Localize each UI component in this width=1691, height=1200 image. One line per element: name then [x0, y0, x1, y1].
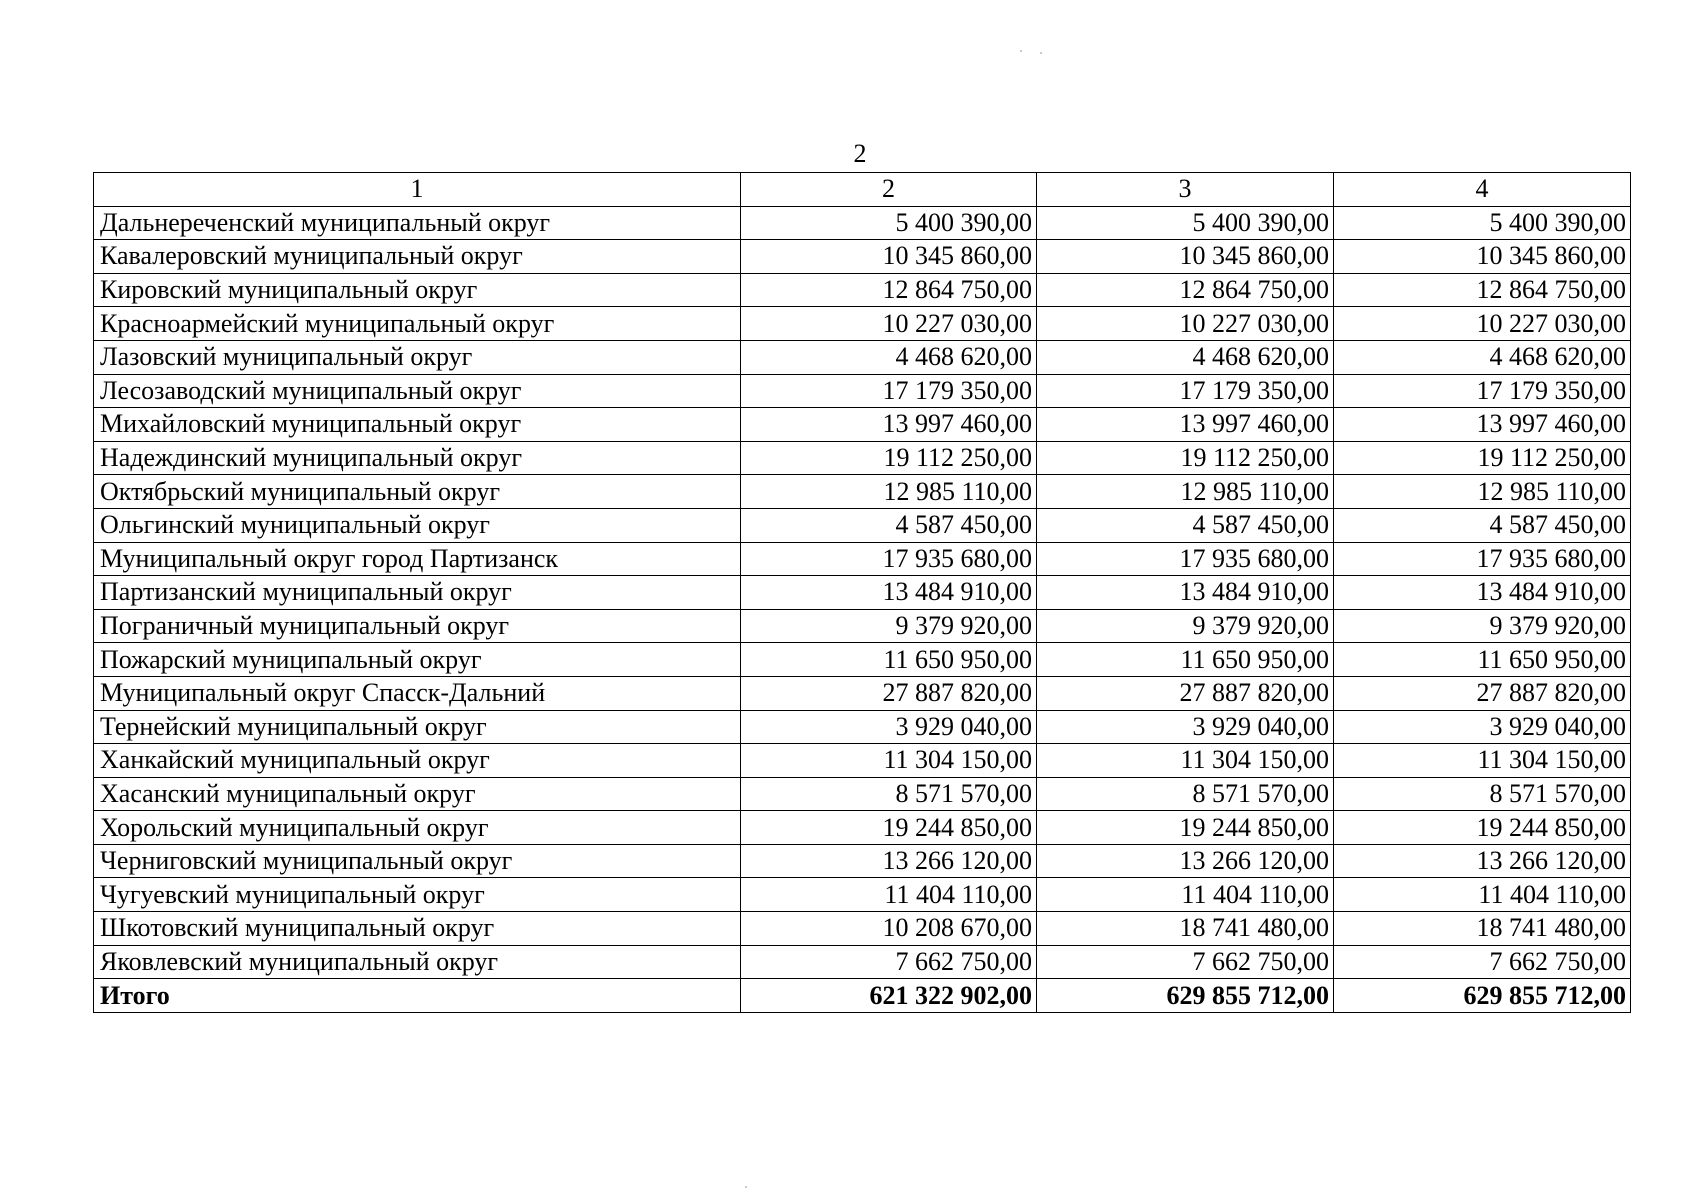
- table-row: [94, 744, 1631, 778]
- row-value-col4: 8 571 570,00: [1334, 777, 1631, 811]
- row-name: Муниципальный округ Спасск-Дальний: [94, 676, 741, 710]
- row-name: Шкотовский муниципальный округ: [94, 912, 741, 946]
- row-value-col2: 10 227 030,00: [741, 307, 1037, 341]
- row-value-col4: 11 404 110,00: [1334, 878, 1631, 912]
- table-row: [94, 878, 1631, 912]
- table-row: [94, 374, 1631, 408]
- row-value-col3: 11 304 150,00: [1037, 744, 1334, 778]
- row-name: Черниговский муниципальный округ: [94, 844, 741, 878]
- row-value-col2: 9 379 920,00: [741, 609, 1037, 643]
- table-row: [94, 576, 1631, 610]
- row-value-col3: 11 404 110,00: [1037, 878, 1334, 912]
- table-row: [94, 307, 1631, 341]
- row-value-col4: 4 468 620,00: [1334, 340, 1631, 374]
- row-value-col2: 10 345 860,00: [741, 240, 1037, 274]
- row-value-col2: 12 985 110,00: [741, 475, 1037, 509]
- row-name: Пограничный муниципальный округ: [94, 609, 741, 643]
- row-value-col3: 9 379 920,00: [1037, 609, 1334, 643]
- total-value-col2: 621 322 902,00: [741, 979, 1037, 1013]
- scan-speck: [1040, 52, 1042, 54]
- row-name: Кавалеровский муниципальный округ: [94, 240, 741, 274]
- row-value-col3: 19 112 250,00: [1037, 441, 1334, 475]
- row-value-col4: 3 929 040,00: [1334, 710, 1631, 744]
- row-value-col3: 12 864 750,00: [1037, 273, 1334, 307]
- row-value-col2: 10 208 670,00: [741, 912, 1037, 946]
- row-name: Ханкайский муниципальный округ: [94, 744, 741, 778]
- row-name: Надеждинский муниципальный округ: [94, 441, 741, 475]
- row-value-col2: 27 887 820,00: [741, 676, 1037, 710]
- table-body: [94, 206, 1631, 1012]
- row-name: Тернейский муниципальный округ: [94, 710, 741, 744]
- row-name: Яковлевский муниципальный округ: [94, 945, 741, 979]
- row-value-col3: 7 662 750,00: [1037, 945, 1334, 979]
- row-value-col3: 19 244 850,00: [1037, 811, 1334, 845]
- table-row: [94, 643, 1631, 677]
- table-row: [94, 844, 1631, 878]
- row-value-col2: 8 571 570,00: [741, 777, 1037, 811]
- row-value-col4: 10 345 860,00: [1334, 240, 1631, 274]
- row-value-col2: 17 179 350,00: [741, 374, 1037, 408]
- row-value-col3: 3 929 040,00: [1037, 710, 1334, 744]
- row-value-col2: 17 935 680,00: [741, 542, 1037, 576]
- row-value-col2: 11 650 950,00: [741, 643, 1037, 677]
- total-value-col4: 629 855 712,00: [1334, 979, 1631, 1013]
- row-name: Хасанский муниципальный округ: [94, 777, 741, 811]
- row-value-col2: 5 400 390,00: [741, 206, 1037, 240]
- row-value-col3: 8 571 570,00: [1037, 777, 1334, 811]
- table-row: [94, 408, 1631, 442]
- row-name: Ольгинский муниципальный округ: [94, 508, 741, 542]
- table-row: [94, 508, 1631, 542]
- row-value-col2: 3 929 040,00: [741, 710, 1037, 744]
- total-label: Итого: [94, 979, 741, 1013]
- row-value-col3: 4 587 450,00: [1037, 508, 1334, 542]
- row-value-col3: 17 935 680,00: [1037, 542, 1334, 576]
- column-header-1: 1: [94, 173, 741, 207]
- total-row: [94, 979, 1631, 1013]
- table-row: [94, 912, 1631, 946]
- page-number: 2: [853, 139, 867, 168]
- row-value-col2: 7 662 750,00: [741, 945, 1037, 979]
- row-name: Красноармейский муниципальный округ: [94, 307, 741, 341]
- row-value-col4: 10 227 030,00: [1334, 307, 1631, 341]
- row-value-col4: 13 997 460,00: [1334, 408, 1631, 442]
- row-value-col4: 13 484 910,00: [1334, 576, 1631, 610]
- row-name: Партизанский муниципальный округ: [94, 576, 741, 610]
- row-value-col3: 5 400 390,00: [1037, 206, 1334, 240]
- column-header-2: 2: [741, 173, 1037, 207]
- row-value-col3: 27 887 820,00: [1037, 676, 1334, 710]
- row-value-col2: 13 266 120,00: [741, 844, 1037, 878]
- row-name: Муниципальный округ город Партизанск: [94, 542, 741, 576]
- row-name: Михайловский муниципальный округ: [94, 408, 741, 442]
- table-row: [94, 710, 1631, 744]
- table-row: [94, 273, 1631, 307]
- table-row: [94, 240, 1631, 274]
- budget-table: [93, 172, 1631, 1013]
- row-value-col3: 12 985 110,00: [1037, 475, 1334, 509]
- row-value-col3: 10 227 030,00: [1037, 307, 1334, 341]
- row-name: Хорольский муниципальный округ: [94, 811, 741, 845]
- row-value-col4: 19 112 250,00: [1334, 441, 1631, 475]
- row-value-col4: 18 741 480,00: [1334, 912, 1631, 946]
- row-value-col2: 11 404 110,00: [741, 878, 1037, 912]
- scan-speck: [1020, 50, 1022, 52]
- row-value-col4: 19 244 850,00: [1334, 811, 1631, 845]
- row-value-col3: 13 484 910,00: [1037, 576, 1334, 610]
- row-value-col3: 13 997 460,00: [1037, 408, 1334, 442]
- table-row: [94, 340, 1631, 374]
- table-row: [94, 206, 1631, 240]
- row-value-col2: 4 468 620,00: [741, 340, 1037, 374]
- row-value-col3: 4 468 620,00: [1037, 340, 1334, 374]
- row-name: Кировский муниципальный округ: [94, 273, 741, 307]
- table-row: [94, 676, 1631, 710]
- row-value-col2: 19 244 850,00: [741, 811, 1037, 845]
- table-header-row: [94, 173, 1631, 207]
- row-value-col2: 12 864 750,00: [741, 273, 1037, 307]
- row-value-col3: 11 650 950,00: [1037, 643, 1334, 677]
- row-value-col3: 18 741 480,00: [1037, 912, 1334, 946]
- row-value-col3: 17 179 350,00: [1037, 374, 1334, 408]
- row-name: Пожарский муниципальный округ: [94, 643, 741, 677]
- row-value-col4: 9 379 920,00: [1334, 609, 1631, 643]
- row-value-col4: 12 864 750,00: [1334, 273, 1631, 307]
- table-row: [94, 609, 1631, 643]
- row-value-col2: 13 997 460,00: [741, 408, 1037, 442]
- row-value-col2: 11 304 150,00: [741, 744, 1037, 778]
- row-name: Лазовский муниципальный округ: [94, 340, 741, 374]
- table-row: [94, 811, 1631, 845]
- row-value-col2: 13 484 910,00: [741, 576, 1037, 610]
- row-value-col4: 5 400 390,00: [1334, 206, 1631, 240]
- row-value-col2: 19 112 250,00: [741, 441, 1037, 475]
- total-value-col3: 629 855 712,00: [1037, 979, 1334, 1013]
- column-header-4: 4: [1334, 173, 1631, 207]
- row-value-col3: 13 266 120,00: [1037, 844, 1334, 878]
- row-value-col4: 27 887 820,00: [1334, 676, 1631, 710]
- row-value-col4: 17 179 350,00: [1334, 374, 1631, 408]
- row-value-col4: 4 587 450,00: [1334, 508, 1631, 542]
- table-row: [94, 441, 1631, 475]
- table-row: [94, 945, 1631, 979]
- row-value-col2: 4 587 450,00: [741, 508, 1037, 542]
- row-value-col3: 10 345 860,00: [1037, 240, 1334, 274]
- row-value-col4: 7 662 750,00: [1334, 945, 1631, 979]
- row-name: Лесозаводский муниципальный округ: [94, 374, 741, 408]
- row-name: Дальнереченский муниципальный округ: [94, 206, 741, 240]
- scan-speck: [745, 1186, 747, 1188]
- column-header-3: 3: [1037, 173, 1334, 207]
- row-value-col4: 11 650 950,00: [1334, 643, 1631, 677]
- row-value-col4: 13 266 120,00: [1334, 844, 1631, 878]
- table-row: [94, 542, 1631, 576]
- row-name: Октябрьский муниципальный округ: [94, 475, 741, 509]
- row-value-col4: 17 935 680,00: [1334, 542, 1631, 576]
- row-value-col4: 12 985 110,00: [1334, 475, 1631, 509]
- table-row: [94, 475, 1631, 509]
- row-name: Чугуевский муниципальный округ: [94, 878, 741, 912]
- table-row: [94, 777, 1631, 811]
- row-value-col4: 11 304 150,00: [1334, 744, 1631, 778]
